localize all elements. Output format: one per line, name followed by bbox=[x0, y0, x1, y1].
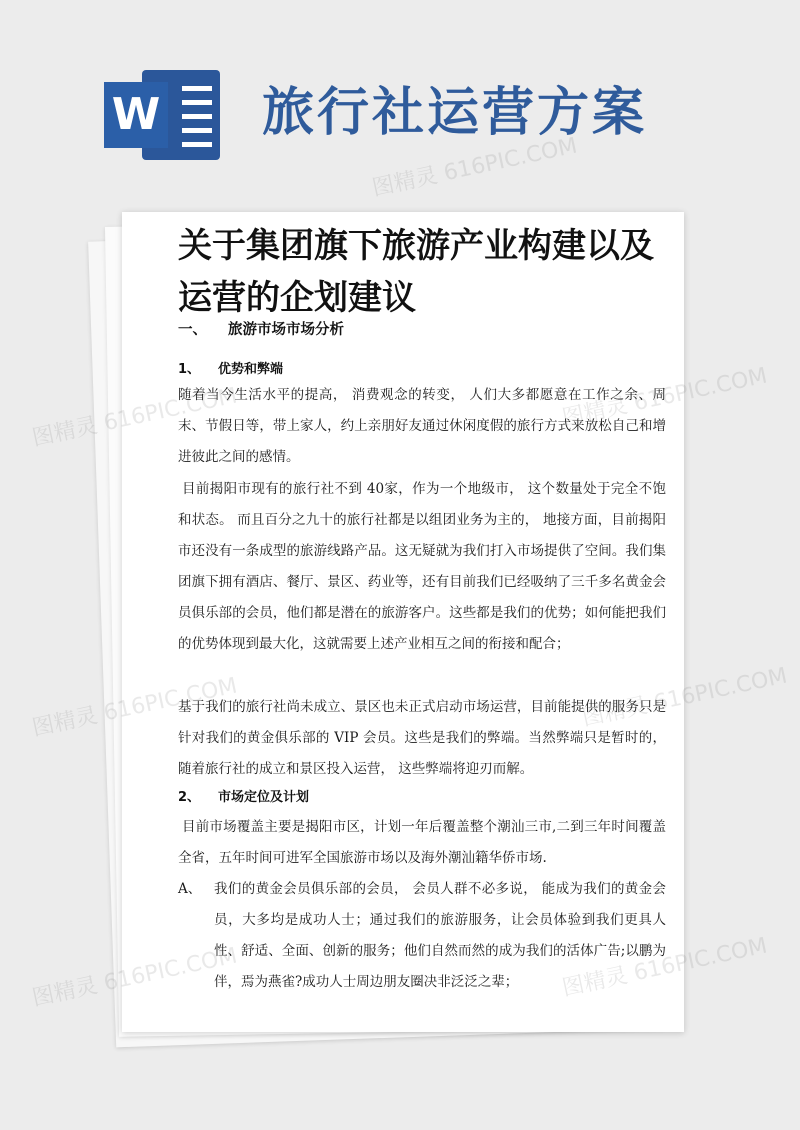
watermark: 图精灵 bbox=[30, 703, 100, 742]
watermark: 616PIC.COM bbox=[631, 933, 770, 987]
watermark: 图精灵 616PIC.COM bbox=[370, 133, 580, 202]
subsection-heading-1 bbox=[178, 358, 283, 377]
section-title: 旅游市场市场分析 bbox=[228, 322, 344, 338]
banner bbox=[0, 0, 800, 200]
paragraph-4: 目前市场覆盖主要是揭阳市区，计划一年后覆盖整个潮汕三市,二到三年时间覆盖全省，五年时间可进军全国旅游市场以及海外潮汕籍华侨市场. bbox=[178, 819, 666, 866]
document-title: 关于集团旗下旅游产业构建以及运营的企划建议 bbox=[178, 226, 654, 318]
section-heading-1 bbox=[178, 318, 344, 339]
paragraph-1: 随着当今生活水平的提高， 消费观念的转变， 人们大多都愿意在工作之余、周末、节假日等，带上家人，约上亲朋好友通过休闲度假的旅行方式来放松自己和增进彼此之间的感情。 bbox=[178, 387, 666, 465]
watermark: 图精灵 bbox=[30, 413, 100, 452]
subsection-heading-2 bbox=[178, 786, 309, 805]
list-item-text: 我们的黄金会员俱乐部的会员， 会员人群不必多说， 能成为我们的黄金会员，大多均是成功人士；通过我们的旅游服务，让会员体验到我们更具人性、舒适、全面、创新的服务；他们自然而然的成为我们的活体广告;以鹏为伴，焉为燕雀?成功人士周边朋友圈决非泛泛之辈； bbox=[214, 881, 666, 990]
watermark: 图精灵 616PIC.COM bbox=[580, 663, 790, 732]
subsection-number: 1、 bbox=[178, 362, 201, 377]
paragraph-3: 基于我们的旅行社尚未成立、景区也未正式启动市场运营，目前能提供的服务只是针对我们的黄金俱乐部的 VIP 会员。这些是我们的弊端。当然弊端只是暂时的， 随着旅行社的成立和景区投入运营， 这些弊端将迎刃而解。 bbox=[178, 699, 666, 777]
subsection-title: 优势和弊端 bbox=[218, 362, 284, 377]
document-page bbox=[122, 212, 684, 1032]
banner-title: 旅行社运营方案 bbox=[262, 83, 648, 143]
list-item-label: A、 bbox=[178, 881, 202, 897]
word-icon bbox=[104, 64, 226, 164]
list-item-a bbox=[178, 874, 666, 998]
section-number: 一、 bbox=[178, 322, 207, 338]
subsection-number: 2、 bbox=[178, 790, 201, 805]
subsection-title: 市场定位及计划 bbox=[218, 790, 310, 805]
word-logo-letter: W bbox=[104, 82, 168, 148]
paragraph-2: 目前揭阳市现有的旅行社不到 40家，作为一个地级市， 这个数量处于完全不饱和状态。 而且百分之九十的旅行社都是以组团业务为主的， 地接方面，目前揭阳市还没有一条成型的旅游线路产品。这无疑就为我们打入市场提供了空间。我们集团旗下拥有酒店、餐厅、景区、药业等，还有目前我们已经吸纳了三千多名黄金会员俱乐部的会员，他们都是潜在的旅游客户。这些都是我们的优势；如何能把我们的优势体现到最大化，这就需要上述产业相互之间的衔接和配合； bbox=[178, 481, 666, 652]
watermark: 图精灵 bbox=[30, 973, 100, 1012]
watermark: 616PIC.COM bbox=[631, 363, 770, 417]
